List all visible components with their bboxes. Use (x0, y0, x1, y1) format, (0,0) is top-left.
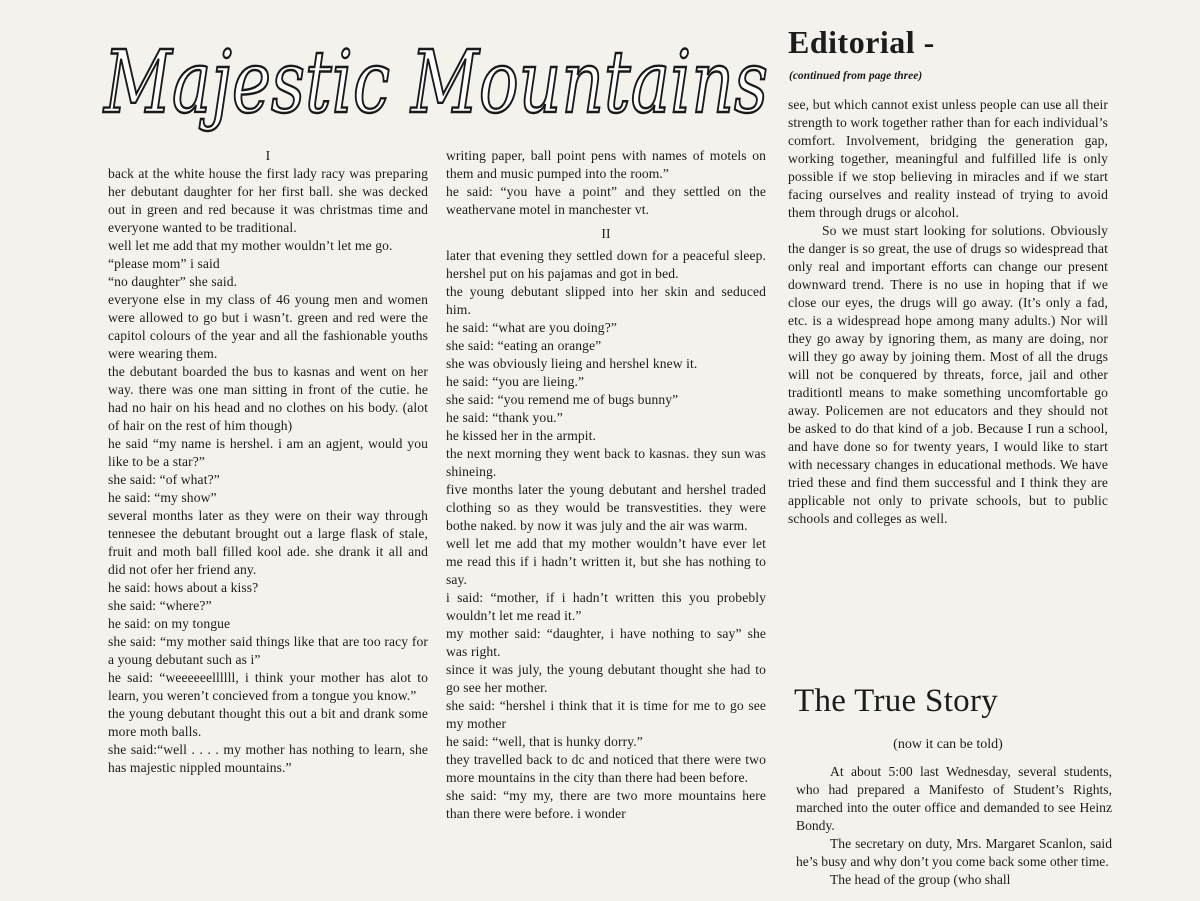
paragraph: he said: hows about a kiss? (108, 580, 259, 595)
paragraph: he said: “you are lieing.” (446, 374, 585, 389)
paragraph: see, but which cannot exist unless people can use all their strength to work together rather than for each individual’s comfort. Involvement, bridging the generation gap, working together, meaningful and fulfilled life is only possible if we stop believing in miracles and if we start facing ourselves and reality instead of trying to avoid them through drugs or alcohol. (788, 97, 1108, 220)
paragraph: well let me add that my mother wouldn’t let me go. (108, 238, 393, 253)
paragraph: he said: “thank you.” (446, 410, 563, 425)
paragraph: well let me add that my mother wouldn’t have ever let me read this if i hadn’t written it, but she has nothing to say. (446, 536, 766, 587)
paragraph: he said: “well, that is hunky dorry.” (446, 734, 643, 749)
paragraph: he said: “what are you doing?” (446, 320, 617, 335)
paragraph: he said “my name is hershel. i am an agjent, would you like to be a star?” (108, 436, 428, 469)
paragraph: she said: “my mother said things like that are too racy for a young debutant such as i” (108, 634, 428, 667)
paragraph: he said: “weeeeeellllll, i think your mother has alot to learn, you weren’t concieved from a tongue you know.” (108, 670, 428, 703)
paragraph: “please mom” i said (108, 256, 220, 271)
story-column-1 (108, 147, 428, 777)
paragraph: the next morning they went back to kasnas. they sun was shineing. (446, 446, 766, 479)
paragraph: back at the white house the first lady racy was preparing her debutant daughter for her first ball. she was decked out in green and red because it was christmas time and everyone wanted to be traditional. (108, 166, 428, 235)
paragraph: she said: “you remend me of bugs bunny” (446, 392, 679, 407)
story-column-2 (446, 147, 766, 823)
paragraph: five months later the young debutant and hershel traded clothing so as they would be transvestities. they were bothe naked. by now it was july and the air was warm. (446, 482, 766, 533)
paragraph: the young debutant slipped into her skin and seduced him. (446, 284, 766, 317)
paragraph: the debutant boarded the bus to kasnas and went on her way. there was one man sitting in front of the cutie. he had no hair on his head and no clothes on his body. (alot of hair on the rest of him though) (108, 364, 428, 433)
paragraph: he said: “you have a point” and they settled on the weathervane motel in manchester vt. (446, 184, 766, 217)
section-label-2: II (601, 226, 611, 241)
paragraph: he said: “my show” (108, 490, 217, 505)
paragraph: my mother said: “daughter, i have nothing to say” she was right. (446, 626, 766, 659)
editorial-heading: Editorial - (788, 24, 935, 60)
paragraph: writing paper, ball point pens with names of motels on them and music pumped into the room.” (446, 148, 766, 181)
paragraph: since it was july, the young debutant thought she had to go see her mother. (446, 662, 766, 695)
paragraph: the young debutant thought this out a bit and drank some more moth balls. (108, 706, 428, 739)
paragraph: i said: “mother, if i hadn’t written this you probebly wouldn’t let me read it.” (446, 590, 766, 623)
paragraph: she said: “hershel i think that it is time for me to go see my mother (446, 698, 766, 731)
paragraph: The head of the group (who shall (830, 872, 1011, 887)
paragraph: she said: “eating an orange” (446, 338, 602, 353)
masthead-title (98, 14, 778, 139)
section-label-1: I (265, 148, 271, 163)
true-story-heading: The True Story (794, 683, 999, 719)
paragraph: several months later as they were on their way through tennesee the debutant brought out a large flask of stale, fruit and moth ball filled kool ade. she drank it all and did not ofer her friend any. (108, 508, 428, 577)
paragraph: So we must start looking for solutions. Obviously the danger is so great, the use of drugs so widespread that only real and important efforts can change our present downward trend. There is no use in hoping that if we close our eyes, the drugs will go away. (It’s only a fad, etc. is a widespread hope among many adults.) Nor will they go away by ignoring them, as many are doing, nor will they go away by joining them. Most of all the drugs will not be conquered by threats, force, jail and other traditiontl means to make something uncomfortable go away. Policemen are not educators and they should not be asked to do that kind of a job. Because I run a school, and have done so for twenty years, I would like to start with necessary changes in educational methods. We have tried these and find them successful and I think they are applicable not only to private schools, but to public schools and colleges as well. (788, 223, 1108, 526)
paragraph: she said: “my my, there are two more mountains here than there were before. i wonder (446, 788, 766, 821)
paragraph: he kissed her in the armpit. (446, 428, 597, 443)
true-story-body (796, 763, 1112, 889)
paragraph: he said: on my tongue (108, 616, 231, 631)
true-story-subheading: (now it can be told) (893, 737, 1003, 752)
paragraph: “no daughter” she said. (108, 274, 238, 289)
paragraph: she said: “of what?” (108, 472, 220, 487)
paragraph: she was obviously lieing and hershel knew it. (446, 356, 698, 371)
paragraph: they travelled back to dc and noticed that there were two more mountains in the city than there had been before. (446, 752, 766, 785)
paragraph: she said:“well . . . . my mother has nothing to learn, she has majestic nippled mountains.” (108, 742, 428, 775)
paragraph: The secretary on duty, Mrs. Margaret Scanlon, said he’s busy and why don’t you come back some other time. (796, 836, 1112, 869)
paragraph: later that evening they settled down for a peaceful sleep. hershel put on his pajamas and got in bed. (446, 248, 766, 281)
paragraph: At about 5:00 last Wednesday, several students, who had prepared a Manifesto of Student’s Rights, marched into the outer office and demanded to see Heinz Bondy. (796, 764, 1112, 833)
masthead-text: Majestic Mountains (102, 33, 768, 133)
editorial-column (788, 96, 1108, 528)
editorial-continued-note: (continued from page three) (789, 70, 923, 82)
paragraph: everyone else in my class of 46 young men and women were allowed to go but i wasn’t. green and red were the capitol colours of the year and all the fashionable youths were wearing them. (108, 292, 428, 361)
paragraph: she said: “where?” (108, 598, 212, 613)
